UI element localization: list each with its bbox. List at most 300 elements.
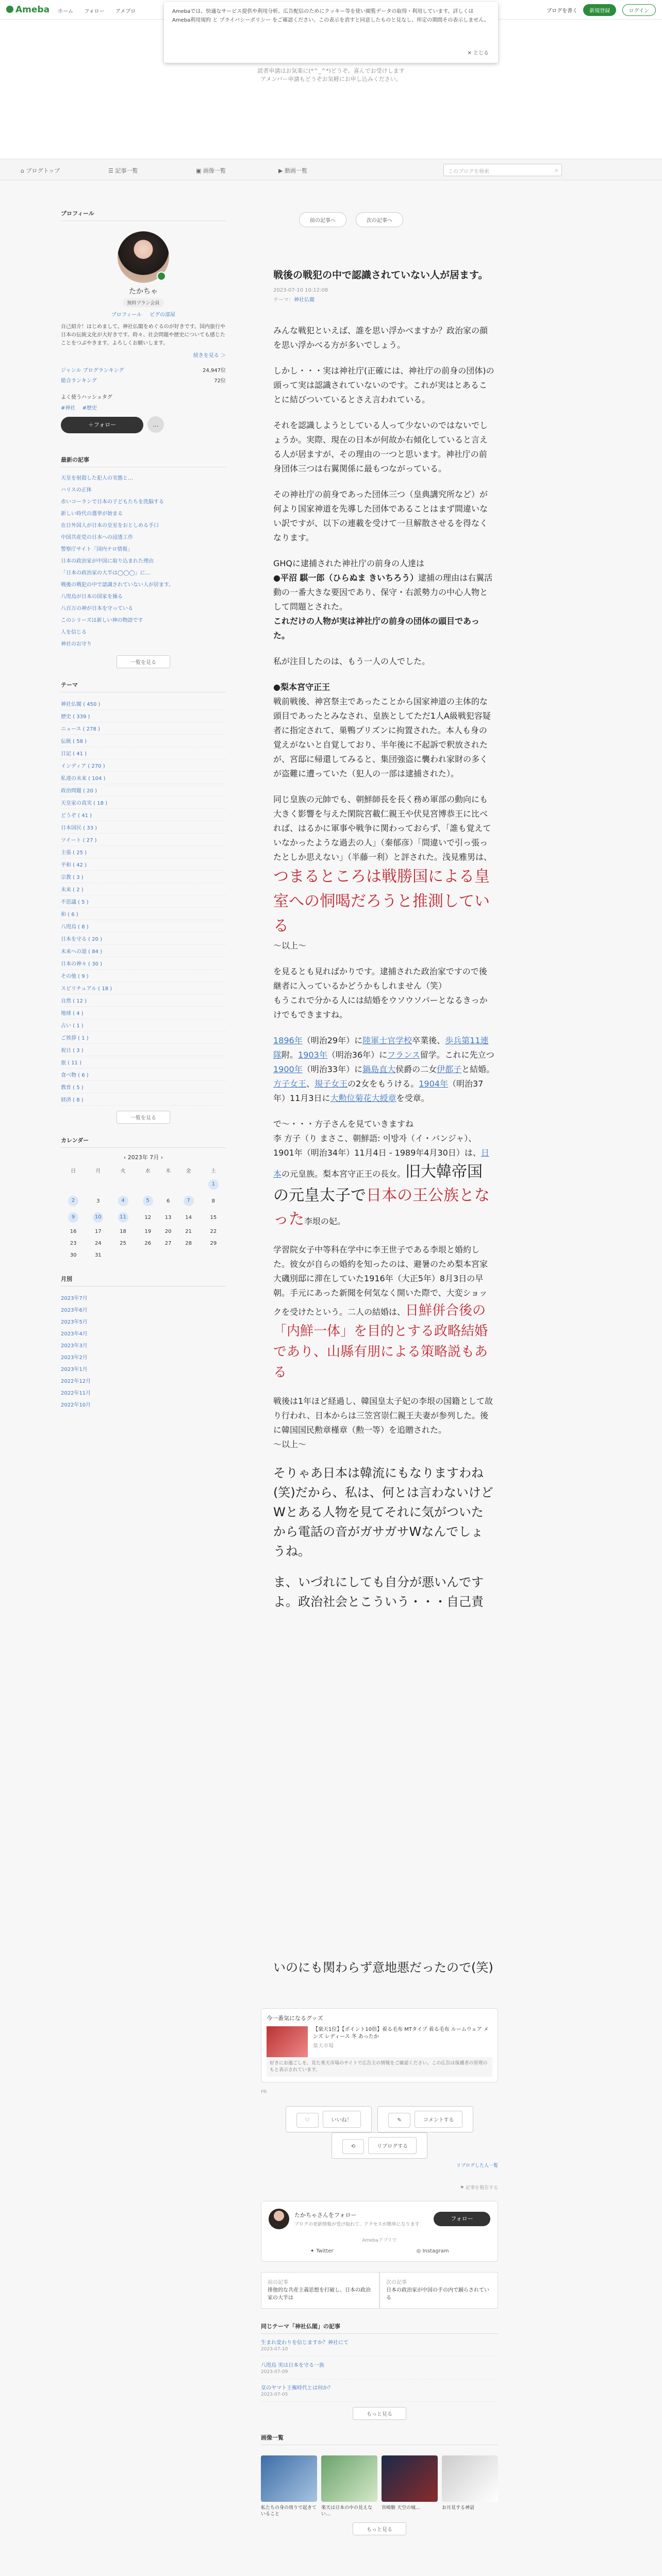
term-link[interactable]: 日本 (273, 1148, 489, 1179)
reblog-button[interactable] (332, 2132, 427, 2159)
twitter-share-label: Twitter (316, 2248, 334, 2254)
person-heading: ●梨本宮守正王 (273, 682, 330, 692)
blog-search-input[interactable] (443, 164, 562, 176)
year-link[interactable]: 1900年 (273, 1064, 303, 1074)
theme-item[interactable]: 天皇家の真実 ( 18 ) (61, 796, 226, 809)
calendar-day-link[interactable]: 2 (68, 1196, 78, 1206)
text-span: の元皇族。梨本宮守正王の長女。 (282, 1169, 406, 1179)
theme-item[interactable]: 主張 ( 25 ) (61, 846, 226, 858)
text-span: （明治29年）に (302, 1036, 363, 1045)
article-title[interactable]: 戦後の戦犯の中で認識されていない人が居ます。 (273, 269, 488, 281)
article-theme-label: テーマ： (273, 297, 294, 303)
same-theme-item-title: 皇のヤマト王権時代とは何か？ (261, 2385, 333, 2391)
person-heading: ●平沼 騏一郎（ひらぬま きいちろう） (273, 573, 419, 583)
text-span: もうこれで分かる人には結婚をウソウソパーとなるきっかけでもできますね。 (273, 995, 488, 1020)
profile-more-link[interactable] (61, 351, 226, 359)
calendar-weekday: 金 (186, 1168, 191, 1174)
recent-article-item[interactable]: 八咫烏が日本の国家を操る (61, 594, 123, 600)
same-theme-item-date: 2023-07-10 (261, 2347, 288, 2352)
article-body (273, 324, 495, 1612)
theme-item[interactable]: 平和 ( 42 ) (61, 858, 226, 871)
recent-article-item[interactable]: 神社のお守り (61, 641, 92, 647)
themes-list (61, 698, 226, 1106)
text-span: 学習院女子中等科在学中に李王世子である李垠と婚約した。彼女が自らの婚約を知ったのは、避暑のため梨本宮家大磯別邸に滞在していた1916年（大正5年）8月3日の早朝。手元にあった新聞を何気なく開いた際で、大変ショックを受けたという (273, 1245, 488, 1317)
text-span: と結婚。 (461, 1064, 495, 1074)
calendar-day-link[interactable]: 4 (118, 1196, 128, 1206)
next-article-button[interactable]: 次の記事へ (356, 212, 403, 227)
calendar-day[interactable] (61, 1193, 86, 1209)
prev-article-label: 前の記事 (268, 2280, 288, 2285)
archive-item[interactable]: 2022年12月 (61, 1379, 91, 1384)
follow-button-label: フォロー (93, 421, 117, 428)
comment-icon: ✎ (388, 2113, 410, 2128)
same-theme-item[interactable] (261, 2357, 498, 2379)
text-span: （明治36年）に (327, 1050, 388, 1060)
recent-article-item[interactable]: 中国共産党の日本への浸透工作 (61, 535, 133, 540)
like-button[interactable] (286, 2106, 372, 2132)
recent-article-item[interactable]: 人を信じる (61, 630, 87, 635)
next-article-card[interactable] (379, 2272, 498, 2309)
follow-card-row (269, 2209, 490, 2229)
app-note: Amebaアプリで (362, 2238, 397, 2243)
year-link[interactable]: 1904年 (419, 1079, 448, 1089)
write-blog-link[interactable]: ブログを書く (547, 8, 578, 14)
theme-item[interactable]: ニュース ( 278 ) (61, 722, 226, 735)
ad-card[interactable] (261, 2008, 498, 2082)
recent-more-button[interactable]: 一覧を見る (117, 655, 170, 668)
theme-item[interactable]: 私達の未来 ( 104 ) (61, 772, 226, 784)
recent-article-item[interactable]: 赤いコーランで日本の子どもたちを洗脳する (61, 499, 164, 505)
paragraph (273, 964, 495, 1022)
ad-product-image[interactable] (267, 2026, 308, 2057)
theme-item[interactable]: どうぞ ( 41 ) (61, 809, 226, 821)
calendar-day: 29 (210, 1241, 217, 1246)
recent-article-item[interactable]: 「日本の政治家の大半は◯◯◯」に… (61, 570, 151, 576)
theme-item[interactable]: 和 ( 6 ) (61, 908, 226, 920)
calendar-day: 3 (96, 1198, 100, 1204)
same-theme-item-title: 八咫烏 実は日本を守る一族 (261, 2363, 325, 2368)
instagram-share-label: Instagram (422, 2248, 449, 2254)
reblog-list-link[interactable]: リブログした人一覧 (456, 2163, 498, 2168)
archive-item[interactable]: 2023年5月 (61, 1319, 88, 1325)
text-span: 。二人の結婚は、 (339, 1307, 406, 1317)
archive-list (61, 1292, 226, 1410)
text-span: 逮捕の理由は右翼活動の一番大きな要因であり、保守・右派勢力の中心人物として問題とされた。 (273, 573, 493, 612)
calendar-day-link[interactable]: 9 (68, 1212, 78, 1223)
theme-item[interactable]: ツイート ( 27 ) (61, 834, 226, 846)
calendar-day (201, 1249, 226, 1261)
prev-next-nav (261, 2272, 498, 2309)
nav-video-list-label: 動画一覧 (284, 167, 307, 174)
article-footer (261, 1958, 498, 2545)
instagram-share[interactable] (417, 2248, 449, 2254)
recent-article-item[interactable]: 戦後の戦犯の中で認識されていない人が居ます。 (61, 582, 174, 588)
image-caption[interactable]: 私たちの身の周りで起きていること (261, 2505, 317, 2517)
text-span: 。浅見雅男は、 (434, 852, 492, 862)
calendar-day-link[interactable]: 7 (184, 1196, 194, 1206)
cookie-notice-close-button[interactable]: ✕ とじる (467, 50, 489, 56)
calendar-day: 12 (144, 1214, 152, 1221)
text-span: を見るとも見ればかりです。逮捕された政治家ですので後継者に入っているかどうかもしれません（笑） (273, 967, 487, 991)
paragraph (273, 1243, 495, 1383)
article-theme-link[interactable]: 神社仏閣 (294, 297, 315, 303)
theme-item[interactable]: 地球 ( 4 ) (61, 1007, 226, 1019)
recent-article-item[interactable]: このシリーズは新しい神の物語です (61, 618, 143, 623)
profile-heading: プロフィール (61, 206, 226, 221)
calendar-day: 21 (185, 1229, 192, 1234)
year-link[interactable]: 1896年 (273, 1036, 303, 1045)
recent-article-item[interactable]: 新しい時代の選挙が始まる (61, 511, 123, 517)
text-span: 戦前戦後、神宮祭主であったことから国家神道の主体的な頭目であったとみなされ、皇族としてただ1人A級戦犯容疑者に指定されて、巣鴨プリズンに拘置された。本人も身の覚えがないと自覚しており、半年後に不起訴で釈放されたが、宮邸に帰還してみると、集団強盗に襲われ家財の多くが盗難に遭っていた（犯人の一部は逮捕された）。 (273, 697, 491, 778)
like-button-label: いいね！ (323, 2111, 361, 2128)
archive-item[interactable]: 2022年10月 (61, 1402, 91, 1408)
image-list-more (261, 2522, 498, 2535)
prev-article-card[interactable] (261, 2272, 379, 2309)
logo-text: Ameba (15, 5, 50, 15)
avatar[interactable] (118, 231, 169, 283)
image-caption[interactable]: 楽天は日本の中の見えない… (321, 2505, 373, 2517)
genre-ranking-label: ジャンル ブログランキング (61, 368, 124, 374)
calendar-table (61, 1164, 226, 1261)
calendar-day[interactable] (136, 1193, 160, 1209)
themes-more-button[interactable]: 一覧を見る (117, 1111, 170, 1124)
profile-links (61, 310, 226, 318)
article (273, 268, 495, 1623)
calendar-day: 19 (144, 1229, 152, 1234)
text-span: で～・・・方子さんを見ていきますね (273, 1119, 414, 1129)
theme-item[interactable]: 日本の神々 ( 30 ) (61, 957, 226, 970)
theme-item[interactable]: ご挨拶 ( 1 ) (61, 1031, 226, 1044)
signup-button[interactable]: 新規登録 (583, 4, 616, 16)
follow-card-title: たかちゃさんをフォロー (294, 2212, 357, 2218)
calendar-day (176, 1176, 201, 1193)
text-span: 附。 (282, 1050, 299, 1060)
reaction-row (261, 2106, 498, 2159)
follow-card (261, 2201, 498, 2262)
same-theme-more-button[interactable]: もっと見る (353, 2407, 406, 2420)
reblog-button-label: リブログする (368, 2137, 417, 2154)
red-emphasis: 日本の王公族となった (273, 1187, 490, 1228)
overall-ranking[interactable] (61, 376, 226, 386)
image-thumb[interactable] (261, 2455, 317, 2502)
calendar-day: 17 (94, 1229, 102, 1234)
calendar-day[interactable] (86, 1209, 110, 1226)
verified-badge-icon (157, 272, 166, 281)
paragraph (273, 1394, 495, 1452)
calendar-day: 25 (120, 1241, 126, 1246)
archive-item[interactable]: 2023年6月 (61, 1308, 88, 1313)
calendar-month-label: 2023年 7月 (127, 1154, 159, 1161)
ad-card-title: 今一番気になるグッズ (267, 2015, 323, 2022)
text-span: 侯爵の二女 (395, 1064, 437, 1074)
calendar-day-link[interactable]: 11 (118, 1212, 128, 1223)
pigg-room-link[interactable]: ピグの部屋 (150, 312, 176, 318)
calendar-week-row (61, 1226, 226, 1238)
theme-item[interactable]: 教育 ( 5 ) (61, 1081, 226, 1093)
same-theme-item[interactable] (261, 2379, 498, 2402)
paragraph: しかし・・・実は神社庁(正確には、神社庁の前身の団体)の頭って実は認識されていないのです。これが実はとあることに結びついているとさえ言われている。 (273, 366, 494, 404)
year-link[interactable]: 1903年 (298, 1050, 327, 1060)
calendar-week-row (61, 1238, 226, 1249)
text-span: 李垠の妃。 (304, 1216, 346, 1226)
calendar-day: 18 (120, 1229, 126, 1234)
nav-article-list-label: 記事一覧 (115, 167, 138, 174)
calendar-weekday-row (61, 1164, 226, 1176)
comment-button[interactable] (377, 2106, 473, 2132)
theme-item[interactable]: 祝日 ( 3 ) (61, 1044, 226, 1056)
theme-item[interactable]: 日本を守る ( 20 ) (61, 933, 226, 945)
calendar-day: 22 (210, 1229, 217, 1234)
follow-card-button[interactable]: フォロー (434, 2212, 490, 2226)
nav-follow[interactable]: フォロー (84, 9, 105, 14)
term-link[interactable]: 伊都子 (437, 1064, 462, 1074)
nav-image-list[interactable] (196, 166, 226, 175)
term-link[interactable]: 大勲位菊花大綬章 (330, 1093, 396, 1103)
cookie-notice-text: Amebaでは、快適なサービス提供や利用分析、広告配信のためにクッキー等を使い閲覧データの取得・利用しています。詳しくは Ameba利用規約 と プライバシーポリシー をご確認ください。この表示を消すと同意したものと見なし、所定の期間その表示しません。 (172, 9, 489, 23)
follow-button[interactable] (61, 417, 143, 433)
profile-plan (61, 298, 226, 307)
term-link[interactable]: 規子女王 (315, 1079, 348, 1089)
more-options-button[interactable]: … (147, 416, 164, 433)
image-thumb[interactable] (321, 2455, 377, 2502)
archive-item[interactable]: 2023年1月 (61, 1367, 88, 1372)
ad-label: PR (261, 2090, 267, 2095)
sidebar (61, 206, 226, 1410)
follow-row (61, 416, 226, 437)
text-span: （明治33年）に (302, 1064, 363, 1074)
calendar-month (61, 1153, 226, 1161)
flag-icon: ⚑ (460, 2185, 466, 2191)
calendar-day: 28 (185, 1241, 192, 1246)
calendar-week-row (61, 1249, 226, 1261)
big-paragraph: ま、いづれにしても自分が悪いんですよ。政治社会とこういう・・・自己責 (273, 1575, 484, 1609)
big-paragraph: そりゃあ日本は韓流にもなりますわね(笑)だから、私は、何とは言わないけどWとある人物を見てそれに気がついたから電話の音がガサガサWなんでしょうね。 (273, 1466, 493, 1558)
ad-product-shop: 楽天市場 (313, 2043, 334, 2049)
calendar-day[interactable] (110, 1209, 135, 1226)
theme-item[interactable]: 自然 ( 12 ) (61, 994, 226, 1007)
nav-article-list[interactable] (108, 166, 138, 175)
next-article-title: 日本の政治家が中国の手の内で踊らされている (386, 2287, 489, 2301)
profile-more-label: 続きを見る ＞ (193, 353, 226, 359)
blog-description (0, 67, 662, 83)
theme-item[interactable]: 歴史 ( 339 ) (61, 710, 226, 722)
profile-name[interactable]: たかちゃ (129, 287, 158, 296)
ad-note: 好きにお過ごしを、見た楽天市場のサイトで広告主の情報をご確認ください。この広告は保護者の管理のもと表示されています。 (267, 2057, 492, 2077)
image-grid (261, 2455, 498, 2502)
recent-article-item[interactable]: ハリスの正体 (61, 487, 92, 493)
paragraph: それを認識しようとしている人って少ないのではないでしょうか。実際、現在の日本が何故か右傾化していると言える人が居ますが、その理由の一つと思います。神社庁の前身団体三つは右翼関係に最もつながっている。 (273, 420, 488, 473)
calendar-week-row (61, 1193, 226, 1209)
calendar-day (176, 1249, 201, 1261)
calendar-weekday: 日 (71, 1168, 76, 1174)
calendar-weekday: 水 (145, 1168, 151, 1174)
login-button[interactable]: ログイン (622, 4, 656, 16)
calendar-day (136, 1176, 160, 1193)
term-link[interactable]: 歩兵第11連隊 (273, 1036, 489, 1060)
recent-articles-heading: 最新の記事 (61, 452, 226, 467)
calendar-day: 31 (94, 1252, 102, 1258)
calendar-day (61, 1176, 86, 1193)
recent-more (61, 655, 226, 668)
calendar-day (86, 1176, 110, 1193)
recent-article-item[interactable]: 八百万の神が日本を守っている (61, 606, 133, 612)
ameba-logo[interactable] (6, 5, 49, 15)
recent-article-item[interactable]: 日本の政治家が中国に取り込まれた理由 (61, 558, 154, 564)
ad-product-desc[interactable]: 【楽天1位】【ポイント10倍】着る毛布 MTタイプ 着る毛布 ルームウェア メンズ レディース 冬 あったか (313, 2027, 489, 2040)
calendar-day-link[interactable]: 5 (143, 1196, 153, 1206)
theme-item[interactable]: 伝統 ( 58 ) (61, 735, 226, 747)
term-link[interactable]: フランス (387, 1050, 420, 1060)
theme-item[interactable]: 政治問題 ( 20 ) (61, 784, 226, 796)
chevron-left-icon[interactable]: ‹ (123, 1154, 128, 1161)
paragraph (273, 556, 495, 643)
calendar-weekday: 火 (120, 1168, 126, 1174)
theme-item[interactable]: 未来への道 ( 84 ) (61, 945, 226, 957)
themes-heading: テーマ (61, 677, 226, 692)
calendar-week-row (61, 1209, 226, 1226)
report-link[interactable] (261, 2184, 498, 2191)
nav-blog-top-label: ブログトップ (26, 167, 60, 174)
hashtag-item[interactable]: #歴史 (82, 405, 97, 411)
image-thumb[interactable] (382, 2455, 438, 2502)
big-paragraph: いのにも関わらず意地悪だったので(笑) (273, 1960, 493, 1975)
theme-item[interactable]: 食べ物 ( 6 ) (61, 1069, 226, 1081)
calendar-day (110, 1249, 135, 1261)
theme-item[interactable]: 日本国民 ( 33 ) (61, 821, 226, 834)
report-link-label: 記事を報告する (465, 2185, 498, 2191)
article-date: 2023-07-10 10:12:08 (273, 287, 328, 293)
comment-button-label: コメントする (415, 2111, 463, 2128)
theme-item[interactable]: 不思議 ( 5 ) (61, 895, 226, 908)
follow-card-text (294, 2211, 434, 2227)
profile-plan-badge: 無料プラン会員 (123, 298, 163, 307)
article-pager-top (299, 212, 410, 227)
cookie-notice (164, 2, 498, 63)
genre-ranking[interactable] (61, 366, 226, 376)
recent-article-item[interactable]: 天皇を射殺した犯人の実態と… (61, 476, 133, 481)
global-nav (58, 7, 145, 14)
calendar-day: 27 (164, 1241, 172, 1246)
follow-card-desc: ブログの更新情報が受け取れて、アクセスが簡単になります (294, 2222, 420, 2227)
calendar-day: 23 (70, 1241, 77, 1246)
nav-image-list-label: 画像一覧 (203, 167, 226, 174)
image-list-heading: 画像一覧 (261, 2433, 498, 2445)
calendar-weekday: 土 (210, 1168, 216, 1174)
same-theme-list (261, 2334, 498, 2402)
theme-item[interactable]: スピリチュアル ( 18 ) (61, 982, 226, 994)
reblog-icon: ⟲ (342, 2139, 364, 2154)
term-link[interactable]: 方子女王 (273, 1079, 307, 1089)
recent-article-item[interactable]: 警察庁サイト「国内テロ情報」 (61, 547, 133, 552)
image-caption[interactable]: 宮崎駿 天空の城… (382, 2505, 420, 2511)
calendar-day-link[interactable]: 10 (93, 1212, 103, 1223)
twitter-share[interactable] (310, 2248, 334, 2254)
text-span: 戦後は1年ほど経過し、韓国皇太子妃の李垠の国籍として故り行われ、日本からは三笠宮崇仁親王夫妻が参列した。後に韓国国民勲章槿章（勲一等）を追贈された。 (273, 1396, 493, 1435)
theme-item[interactable]: 経済 ( 8 ) (61, 1093, 226, 1106)
image-caption[interactable]: お月見する神話 (442, 2505, 475, 2511)
term-link[interactable]: 鍋島直大 (362, 1064, 396, 1074)
calendar-day[interactable] (176, 1193, 201, 1209)
archive-item[interactable]: 2023年4月 (61, 1331, 88, 1337)
theme-item[interactable]: インディア ( 270 ) (61, 759, 226, 772)
paragraph (273, 792, 495, 953)
text-span: 〜以上〜 (273, 941, 307, 951)
hashtag-item[interactable]: #神社 (61, 405, 76, 411)
calendar-day: 24 (94, 1241, 102, 1246)
theme-item[interactable]: 宗教 ( 3 ) (61, 871, 226, 883)
calendar-day[interactable] (201, 1176, 226, 1193)
calendar-day: 8 (211, 1198, 216, 1204)
same-theme-item-date: 2023-07-09 (261, 2369, 288, 2375)
calendar-day: 6 (166, 1198, 170, 1204)
blog-description-line-1: 読者申請はお気楽に(*^_^*)どうぞ。喜んでお受けします (257, 67, 405, 74)
same-theme-item[interactable] (261, 2334, 498, 2357)
text-span: （明治37年）11月3日に (273, 1079, 484, 1103)
nav-home[interactable]: ホーム (58, 9, 73, 14)
blog-nav (0, 159, 662, 180)
search-icon[interactable]: ⌕ (555, 166, 558, 174)
next-article-label: 次の記事 (386, 2280, 407, 2285)
red-emphasis: 日鮮併合後の「内鮮一体」を目的とする政略結婚であり、山縣有朋による策略説もある (273, 1303, 488, 1380)
theme-item[interactable]: その他 ( 9 ) (61, 970, 226, 982)
nav-ameblo[interactable]: アメブロ (115, 9, 136, 14)
list-icon: ☰ (108, 167, 115, 174)
text-span: GHQに逮捕された神社庁の前身の人達は (273, 558, 425, 568)
chevron-right-icon[interactable]: › (159, 1154, 163, 1161)
theme-item[interactable]: 神社仏閣 ( 450 ) (61, 698, 226, 710)
image-list-more-button[interactable]: もっと見る (353, 2522, 406, 2535)
same-theme-more (261, 2407, 498, 2420)
archive-item[interactable]: 2023年7月 (61, 1296, 88, 1301)
nav-blog-top[interactable] (21, 166, 60, 175)
calendar-day[interactable] (110, 1193, 135, 1209)
prev-article-button[interactable]: 前の記事へ (299, 212, 346, 227)
theme-item[interactable]: 日記 ( 41 ) (61, 747, 226, 759)
theme-item[interactable]: 旅 ( 11 ) (61, 1056, 226, 1069)
theme-item[interactable]: 占い ( 1 ) (61, 1019, 226, 1031)
overall-ranking-value: 72位 (214, 378, 226, 384)
text-span: 〜以上〜 (273, 1439, 307, 1449)
calendar-day (110, 1176, 135, 1193)
nav-video-list[interactable] (278, 166, 307, 175)
recent-article-item[interactable]: 在日外国人が日本の皇室をおとしめる手口 (61, 523, 159, 529)
big-text: 旧大韓帝国の元皇太子で (273, 1163, 483, 1205)
calendar-day-link[interactable]: 1 (208, 1179, 219, 1190)
genre-ranking-value: 24,947位 (203, 368, 226, 374)
archive-item[interactable]: 2022年11月 (61, 1391, 91, 1396)
calendar-weekday: 月 (95, 1168, 101, 1174)
theme-item[interactable]: 八咫烏 ( 8 ) (61, 920, 226, 933)
term-link[interactable]: 陸軍士官学校 (362, 1036, 412, 1045)
theme-item[interactable]: 未来 ( 2 ) (61, 883, 226, 895)
profile-link[interactable]: プロフィール (111, 312, 142, 318)
text-span: これだけの人物が実は神社庁の前身の団体の頭目であった。 (273, 616, 479, 640)
paragraph (273, 1117, 495, 1231)
paragraph: みんな戦犯といえば、誰を思い浮かべますか？政治家の顔を思い浮かべる方が多いでしょう。 (273, 326, 488, 350)
archive-item[interactable]: 2023年3月 (61, 1343, 88, 1349)
image-captions (261, 2505, 498, 2517)
image-thumb[interactable] (442, 2455, 498, 2502)
paragraph (273, 680, 495, 781)
archive-item[interactable]: 2023年2月 (61, 1355, 88, 1361)
blog-description-line-2: アメンバー申請もどうぞお気軽にお申し込みください。 (260, 76, 402, 82)
text-span: 李 方子（り まさこ、朝鮮語: 이방자（イ・バンジャ）、1901年（明治34年）11月4日 - 1989年4月30日）は、 (273, 1133, 481, 1158)
calendar-day: 14 (185, 1214, 192, 1221)
calendar-day[interactable] (61, 1209, 86, 1226)
image-icon: ▣ (196, 167, 203, 174)
avatar[interactable] (269, 2209, 289, 2229)
text-span: 留学。これに先立つ (420, 1050, 494, 1060)
